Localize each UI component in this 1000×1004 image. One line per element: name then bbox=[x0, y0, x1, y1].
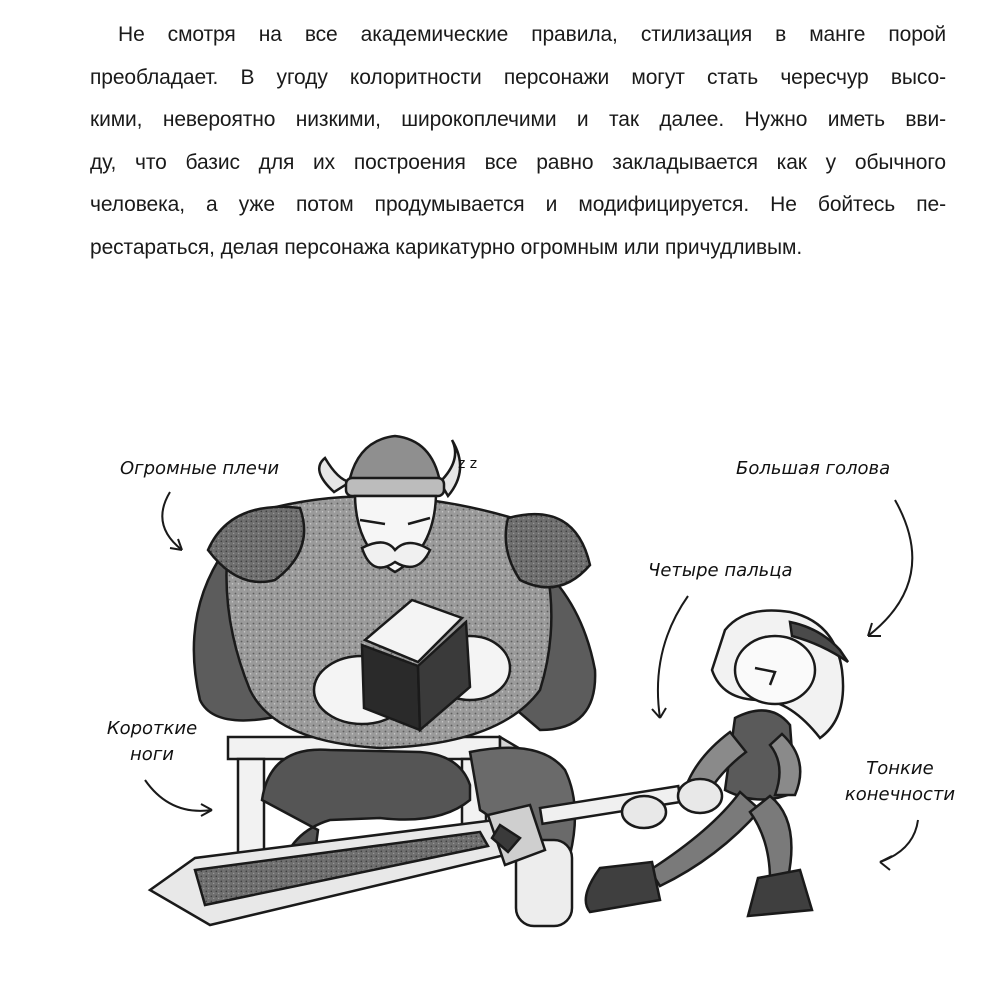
label-short-legs bbox=[92, 716, 212, 768]
label-short-legs-line2: ноги bbox=[130, 744, 174, 765]
body-paragraph bbox=[90, 14, 946, 269]
label-thin-limbs bbox=[842, 756, 958, 808]
paragraph-line: ду, что базис для их построения все равно закладывается как у обычного bbox=[90, 150, 946, 174]
paragraph-line: Не смотря на все академические правила, стилизация в манге порой bbox=[118, 23, 946, 46]
arrow-fingers bbox=[658, 596, 688, 718]
label-four-fingers: Четыре пальца bbox=[648, 560, 793, 581]
paragraph-line: преобладает. В угоду колоритности персонажи могут стать чересчур высо- bbox=[90, 65, 946, 89]
paragraph-line: рестараться, делая персонажа карикатурно огромным или причудливым. bbox=[90, 235, 803, 259]
snore-text: z z bbox=[458, 456, 478, 472]
character-proportions-illustration bbox=[0, 400, 1000, 1000]
label-huge-shoulders: Огромные плечи bbox=[120, 458, 280, 479]
illustration-drawing bbox=[0, 400, 1000, 1000]
paragraph-line: человека, а уже потом продумывается и модифицируется. Не бойтесь пе- bbox=[90, 193, 946, 216]
label-big-head: Большая голова bbox=[736, 458, 891, 479]
label-short-legs-line1: Короткие bbox=[106, 718, 198, 739]
arrow-head bbox=[868, 500, 912, 636]
arrow-limbs bbox=[880, 820, 918, 862]
label-thin-limbs-line2: конечности bbox=[844, 784, 956, 805]
paragraph-line: кими, невероятно низкими, широкоплечими и так далее. Нужно иметь вви- bbox=[90, 108, 946, 131]
arrow-legs bbox=[145, 780, 212, 811]
girl-warrior-figure bbox=[586, 610, 848, 916]
label-thin-limbs-line1: Тонкие bbox=[866, 758, 934, 779]
